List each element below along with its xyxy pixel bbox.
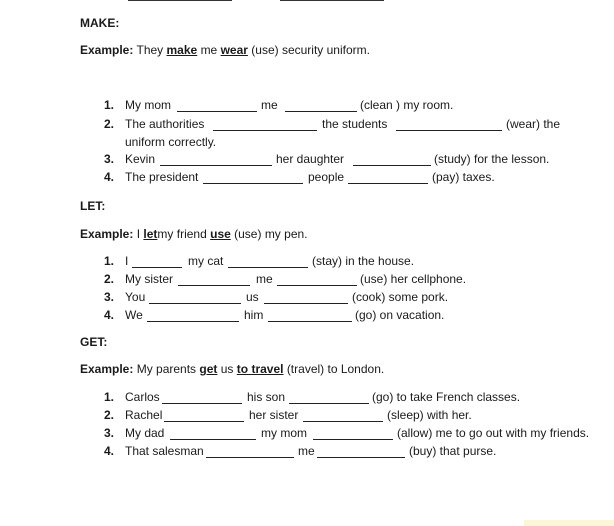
get-example: [80, 362, 384, 376]
get-heading: GET:: [80, 335, 108, 349]
item-object: people: [308, 170, 345, 184]
item-object: my cat: [188, 254, 224, 268]
item-object: him: [244, 308, 264, 322]
answer-blank[interactable]: [228, 254, 308, 268]
answer-blank[interactable]: [170, 426, 256, 440]
answer-blank[interactable]: [289, 390, 369, 404]
example-word: my friend: [157, 227, 207, 241]
item-number: 2.: [104, 272, 115, 286]
example-word: (use) security uniform.: [251, 43, 370, 57]
item-object: his son: [247, 390, 286, 404]
item-object: her sister: [249, 408, 299, 422]
example-word: (travel) to London.: [286, 362, 385, 376]
item-subject: Rachel: [125, 408, 163, 422]
answer-blank[interactable]: [303, 408, 383, 422]
example-label: Example:: [80, 362, 134, 376]
answer-blank[interactable]: [160, 152, 272, 166]
example-word: us: [220, 362, 234, 376]
answer-blank[interactable]: [313, 426, 393, 440]
item-ending: (study) for the lesson.: [434, 152, 550, 166]
example-answer: use: [210, 227, 231, 241]
item-ending: (buy) that purse.: [409, 444, 497, 458]
example-verb: make: [166, 43, 198, 57]
answer-blank[interactable]: [213, 117, 317, 131]
item-number: 4.: [104, 308, 115, 322]
item-number: 3.: [104, 290, 115, 304]
answer-blank[interactable]: [396, 117, 502, 131]
top-rule-right: [280, 0, 384, 1]
answer-blank[interactable]: [317, 444, 405, 458]
example-word: My parents: [136, 362, 197, 376]
answer-blank[interactable]: [268, 308, 352, 322]
item-continuation: uniform correctly.: [125, 135, 217, 149]
answer-blank[interactable]: [177, 98, 257, 112]
item-number: 1.: [104, 98, 115, 112]
item-subject: Kevin: [125, 152, 156, 166]
item-number: 3.: [104, 152, 115, 166]
item-number: 1.: [104, 254, 115, 268]
item-number: 4.: [104, 170, 115, 184]
item-ending: (go) on vacation.: [355, 308, 445, 322]
answer-blank[interactable]: [132, 254, 182, 268]
answer-blank[interactable]: [285, 98, 357, 112]
answer-blank[interactable]: [348, 170, 428, 184]
example-word: I: [136, 227, 141, 241]
item-number: 1.: [104, 390, 115, 404]
item-subject: The president: [125, 170, 199, 184]
item-object: me: [261, 98, 278, 112]
item-ending: (pay) taxes.: [432, 170, 495, 184]
item-object: me: [298, 444, 315, 458]
item-object: her daughter: [276, 152, 345, 166]
answer-blank[interactable]: [149, 290, 241, 304]
answer-blank[interactable]: [162, 390, 242, 404]
item-ending: (clean ) my room.: [360, 98, 454, 112]
item-subject: The authorities: [125, 117, 205, 131]
item-ending: (sleep) with her.: [387, 408, 472, 422]
item-subject: That salesman: [125, 444, 204, 458]
answer-blank[interactable]: [353, 152, 431, 166]
answer-blank[interactable]: [203, 170, 303, 184]
item-ending: (stay) in the house.: [312, 254, 415, 268]
answer-blank[interactable]: [206, 444, 294, 458]
example-answer: wear: [220, 43, 248, 57]
item-subject: My mom: [125, 98, 171, 112]
item-subject: I: [125, 254, 129, 268]
item-subject: My dad: [125, 426, 165, 440]
item-subject: We: [125, 308, 143, 322]
item-ending: (cook) some pork.: [352, 290, 449, 304]
answer-blank[interactable]: [277, 272, 357, 286]
top-rule-left: [128, 0, 232, 1]
item-subject: My sister: [125, 272, 173, 286]
make-heading: MAKE:: [80, 16, 120, 30]
item-ending: (use) her cellphone.: [360, 272, 467, 286]
item-number: 2.: [104, 408, 115, 422]
item-object: me: [256, 272, 273, 286]
answer-blank[interactable]: [164, 408, 244, 422]
example-word: me: [200, 43, 218, 57]
answer-blank[interactable]: [178, 272, 250, 286]
example-label: Example:: [80, 43, 134, 57]
answer-blank[interactable]: [147, 308, 239, 322]
item-subject: You: [125, 290, 146, 304]
item-object: my mom: [261, 426, 307, 440]
example-verb: get: [199, 362, 218, 376]
make-example: [80, 43, 370, 57]
item-number: 2.: [104, 117, 115, 131]
item-number: 3.: [104, 426, 115, 440]
example-word: They: [136, 43, 164, 57]
example-word: (use) my pen.: [234, 227, 308, 241]
example-answer: to travel: [236, 362, 284, 376]
example-label: Example:: [80, 227, 134, 241]
page-corner-tint: [524, 520, 614, 526]
item-object: the students: [322, 117, 388, 131]
item-number: 4.: [104, 444, 115, 458]
item-ending: (allow) me to go out with my friends.: [397, 426, 590, 440]
let-example: [80, 227, 308, 241]
item-ending: (wear) the: [506, 117, 561, 131]
item-object: us: [246, 290, 259, 304]
example-verb: let: [143, 227, 158, 241]
answer-blank[interactable]: [264, 290, 348, 304]
let-heading: LET:: [80, 199, 106, 213]
item-subject: Carlos: [125, 390, 160, 404]
item-ending: (go) to take French classes.: [372, 390, 521, 404]
